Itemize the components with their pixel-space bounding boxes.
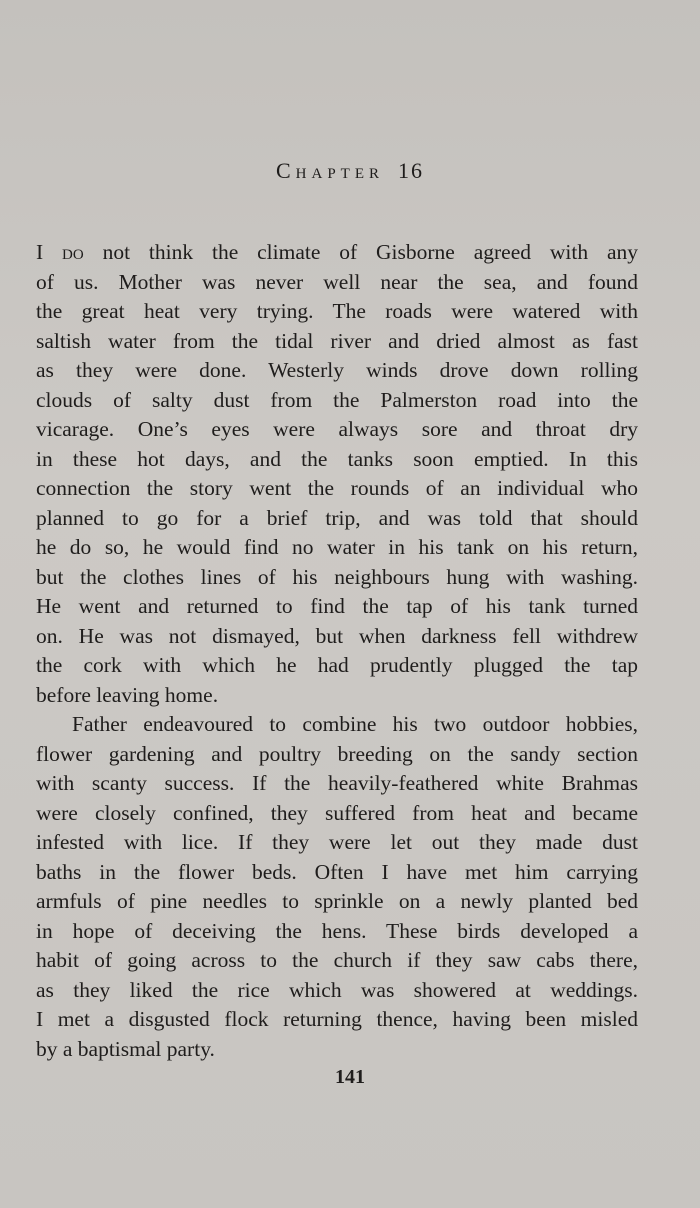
text-line: but the clothes lines of his neighbours hung with washing. (36, 564, 638, 589)
text-line: connection the story went the rounds of an individual who (36, 476, 638, 500)
text-line (36, 238, 638, 268)
text-line: baths in the flower beds. Often I have met him carrying (36, 859, 638, 884)
text-line: the great heat very trying. The roads were watered with (36, 299, 638, 323)
text-line: of us. Mother was never well near the sea, and found (36, 269, 638, 294)
text-line: saltish water from the tidal river and dried almost as fast (36, 328, 638, 353)
opening-smallcaps: do (62, 240, 84, 264)
text-line: armfuls of pine needles to sprinkle on a newly planted bed (36, 889, 638, 913)
text-line: Father endeavoured to combine his two outdoor hobbies, (72, 712, 638, 736)
text-line: He went and returned to find the tap of his tank turned (36, 594, 638, 618)
chapter-number: 16 (398, 158, 424, 183)
text-line: as they liked the rice which was showered at weddings. (36, 977, 638, 1002)
chapter-heading (0, 158, 700, 184)
text-line: as they were done. Westerly winds drove down rolling (36, 358, 638, 382)
text-line: habit of going across to the church if they saw cabs there, (36, 948, 638, 972)
chapter-label: Chapter (275, 158, 384, 183)
text-line: vicarage. One’s eyes were always sore and throat dry (36, 417, 638, 441)
text-line: in these hot days, and the tanks soon emptied. In this (36, 446, 638, 471)
text-line: were closely confined, they suffered from heat and became (36, 800, 638, 825)
text-line: flower gardening and poultry breeding on the sandy section (36, 741, 638, 766)
text-line: before leaving home. (36, 682, 219, 707)
text-line: I met a disgusted flock returning thence, having been misled (36, 1007, 638, 1031)
opening-rest: not think the climate of Gisborne agreed with any (83, 240, 639, 264)
text-line: on. He was not dismayed, but when darkness fell withdrew (36, 623, 638, 648)
page-number: 141 (335, 1066, 365, 1088)
text-line: in hope of deceiving the hens. These birds developed a (36, 918, 638, 943)
text-line: by a baptismal party. (36, 1036, 215, 1061)
text-line: infested with lice. If they were let out they made dust (36, 830, 638, 854)
paragraph (36, 710, 638, 1064)
paragraph (36, 238, 638, 710)
body-text (36, 238, 638, 1064)
text-line: with scanty success. If the heavily-feathered white Brahmas (36, 771, 638, 795)
opening-letter: I (36, 240, 44, 264)
text-line: planned to go for a brief trip, and was told that should (36, 505, 638, 530)
text-line: he do so, he would find no water in his tank on his return, (36, 535, 638, 559)
text-line: clouds of salty dust from the Palmerston road into the (36, 387, 638, 412)
text-line: the cork with which he had prudently plugged the tap (36, 653, 638, 677)
